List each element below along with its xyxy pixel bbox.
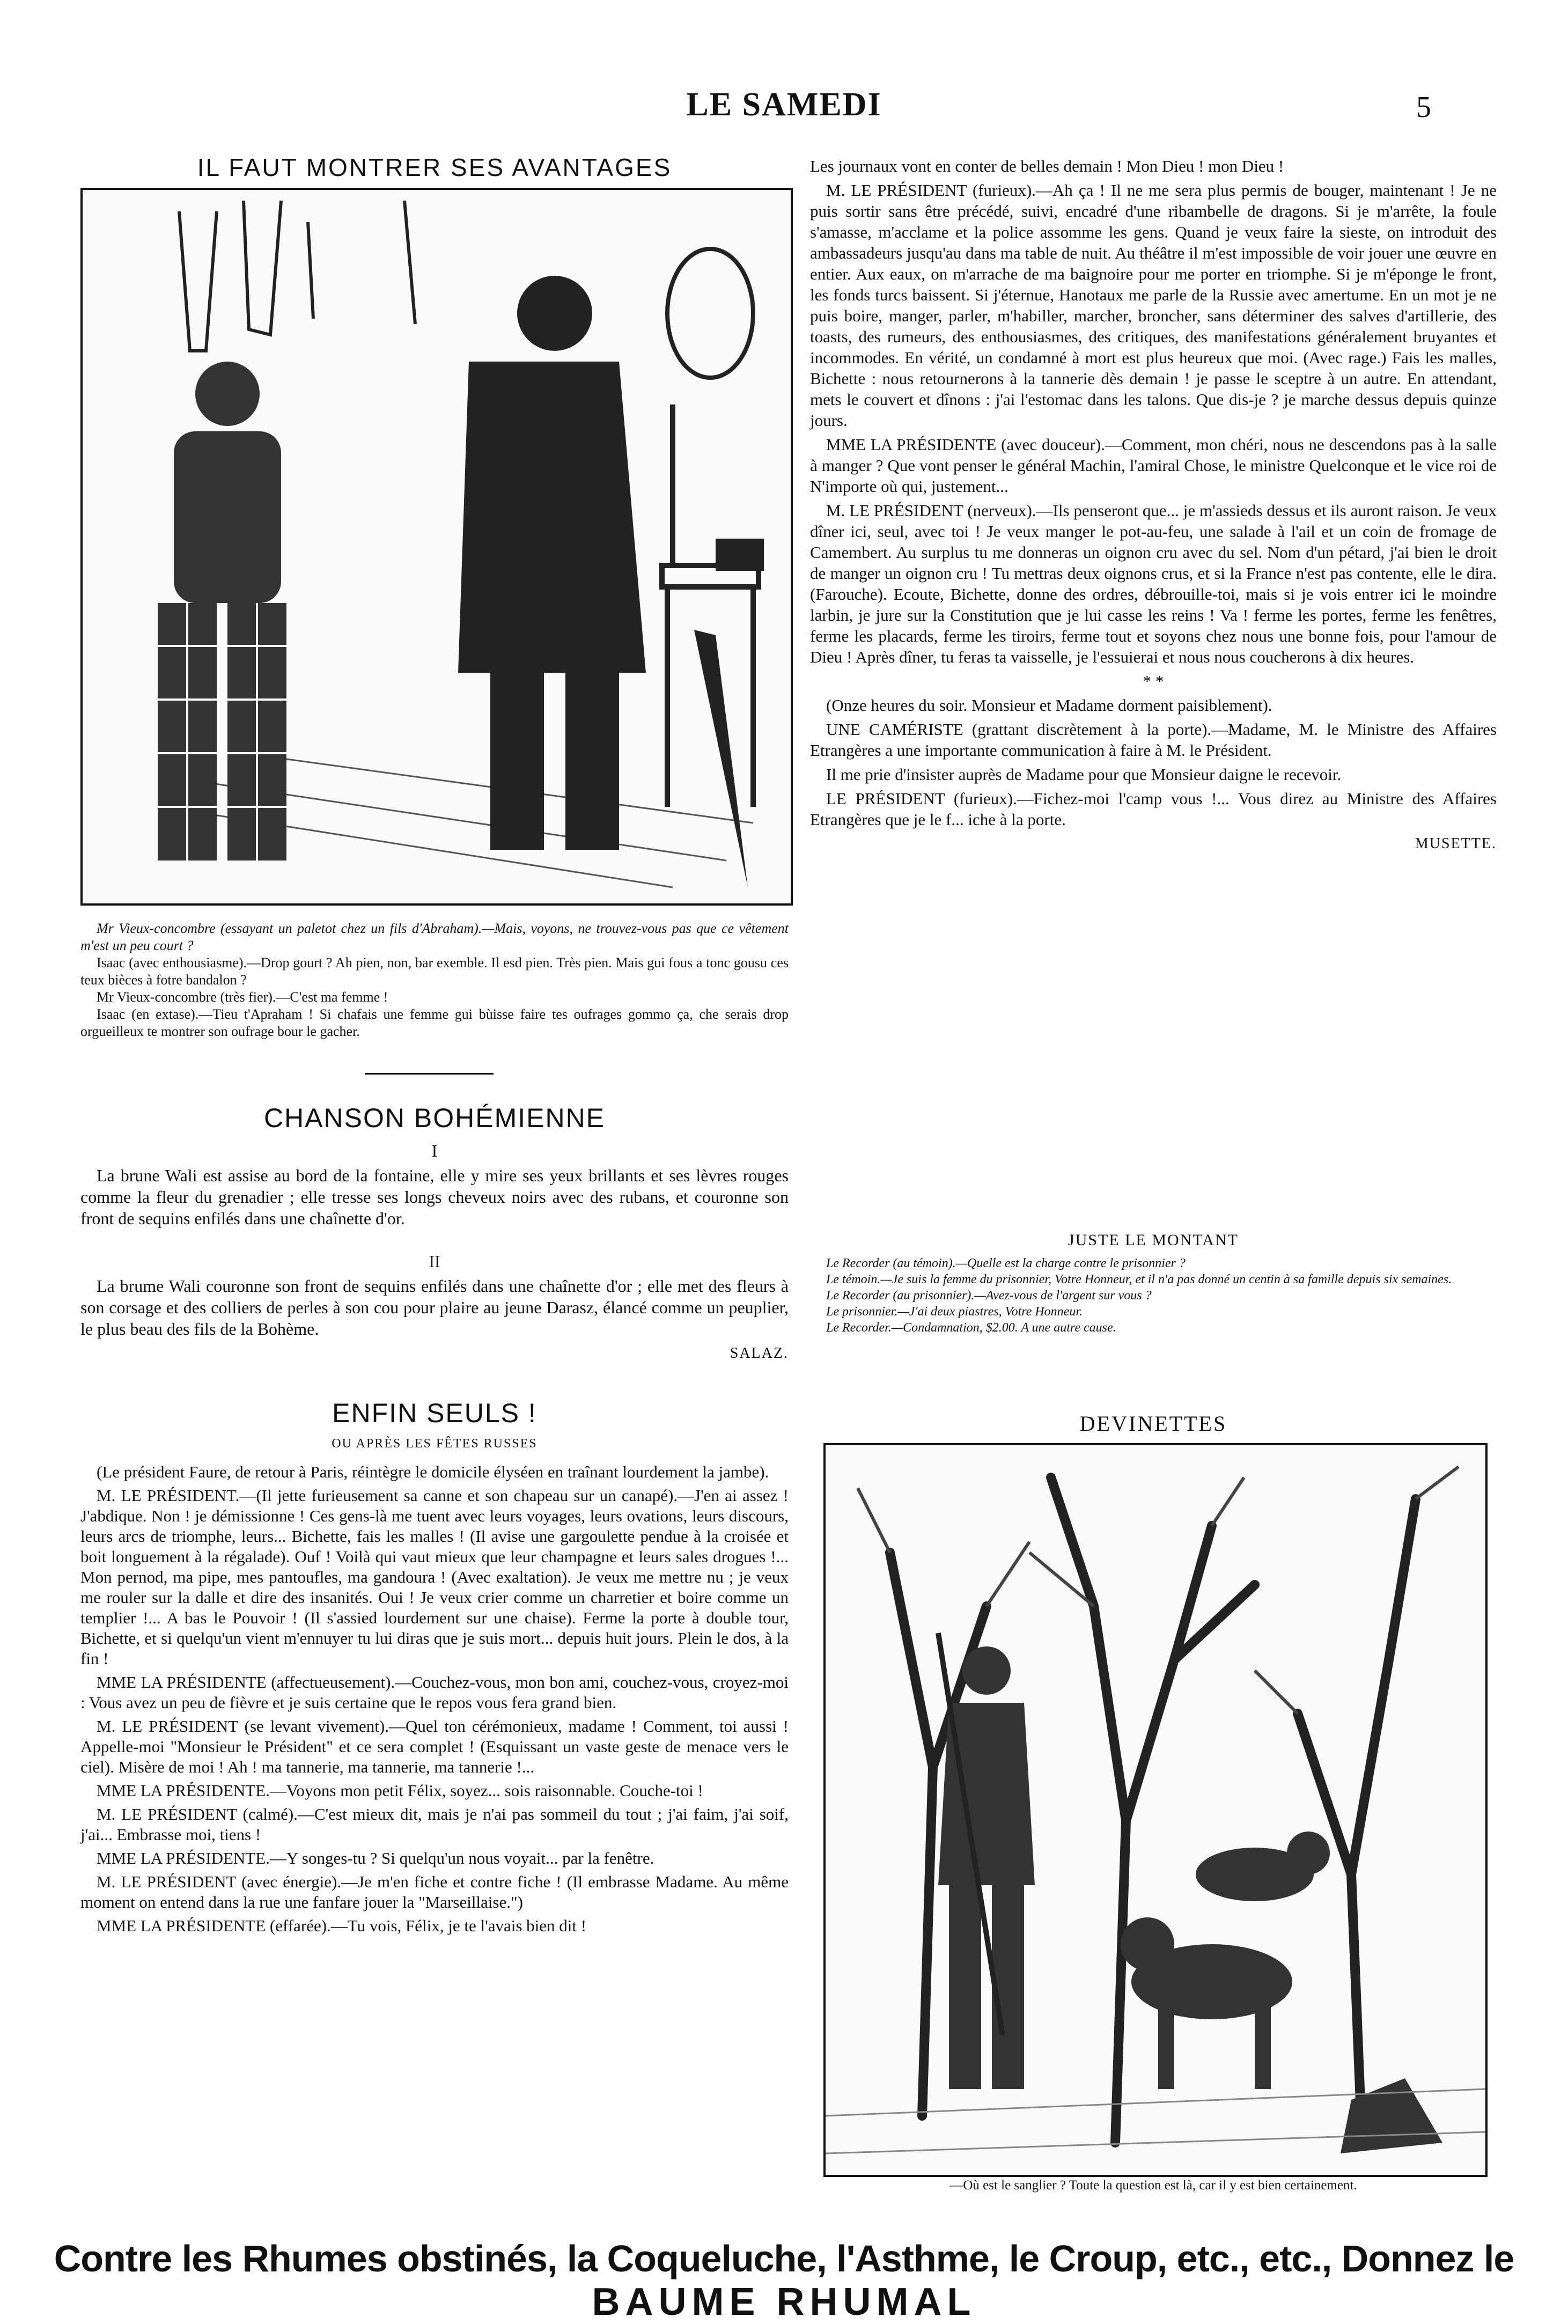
devinettes-illustration xyxy=(823,1443,1488,2177)
enfin-paragraph: MME LA PRÉSIDENTE (affectueusement).—Couchez-vous, mon bon ami, couchez-vous, croyez-moi : Vous avez un peu de fièvre et je suis certaine que le repos vous fera grand bien. xyxy=(80,1673,789,1712)
caption-line: Mr Vieux-concombre (très fier).—C'est ma femme ! xyxy=(97,989,388,1005)
footer-brand: BAUME RHUMAL xyxy=(592,2281,976,2323)
enfin-body xyxy=(80,1462,789,1939)
right-paragraph: UNE CAMÉRISTE (grattant discrètement à la porte).—Madame, M. le Ministre des Affaires Etrangères a une importante communication à faire à M. le Président. xyxy=(810,720,1497,760)
right-paragraph: LE PRÉSIDENT (furieux).—Fichez-moi l'camp vous !... Vous direz au Ministre des Affaires Etrangères que je le f... iche à la porte. xyxy=(810,789,1497,829)
chanson-paragraph: La brune Wali est assise au bord de la fontaine, elle y mire ses yeux brillants et ses lèvres rouges comme la fleur du grenadier ; elle tresse ses longs cheveux noirs avec des rubans, et couronne son front de sequins enfilés dans une chaînette d'or. xyxy=(80,1166,789,1228)
juste-body xyxy=(810,1255,1497,1336)
right-body xyxy=(810,156,1497,854)
footer-text: Contre les Rhumes obstinés, la Coqueluche, l'Asthme, le Croup, etc., etc., Donnez le xyxy=(54,2238,1514,2279)
part-number: I xyxy=(431,1141,438,1160)
caption-line: Isaac (en extase).—Tieu t'Apraham ! Si chafais une femme gui bùisse faire tes oufrages gommo ça, che serais drop orgueilleux te montrer son oufrage bour le gacher. xyxy=(80,1006,789,1039)
chanson-title: CHANSON BOHÉMIENNE xyxy=(263,1103,606,1133)
devinettes-caption: —Où est le sanglier ? Toute la question est là, car il y est bien certainement. xyxy=(949,2178,1357,2193)
right-signature: MUSETTE. xyxy=(1415,835,1497,852)
juste-line: Le témoin.—Je suis la femme du prisonnier, Votre Honneur, et il n'a pas donné un centin à sa famille depuis six semaines. xyxy=(826,1273,1452,1286)
cartoon-drawing xyxy=(83,190,791,903)
enfin-paragraph: (Le président Faure, de retour à Paris, réintègre le domicile élyséen en traînant lourdement la jambe). xyxy=(97,1462,769,1481)
right-paragraph: (Onze heures du soir. Monsieur et Madame dorment paisiblement). xyxy=(826,696,1272,715)
chanson-signature: SALAZ. xyxy=(730,1345,789,1362)
page-number: 5 xyxy=(1416,91,1431,124)
section-stars: * * xyxy=(1143,672,1164,690)
footer-advertisement xyxy=(0,2237,1568,2324)
juste-line: Le Recorder.—Condamnation, $2.00. A une autre cause. xyxy=(826,1321,1116,1335)
devinettes-drawing xyxy=(826,1445,1485,2175)
enfin-paragraph: M. LE PRÉSIDENT (calmé).—C'est mieux dit, mais je n'ai pas sommeil du tout ; j'ai faim, j'ai soif, j'ai... Embrasse moi, tiens ! xyxy=(80,1805,789,1844)
enfin-title: ENFIN SEULS ! xyxy=(332,1398,537,1428)
cartoon-title: IL FAUT MONTRER SES AVANTAGES xyxy=(197,153,672,181)
chanson-paragraph: La brume Wali couronne son front de sequins enfilés dans une chaînette d'or ; elle met des fleurs à son corsage et des colliers de perles à son cou pour plaire au jeune Darasz, élancé comme un peuplier, le plus beau des fils de la Bohème. xyxy=(80,1276,789,1338)
enfin-paragraph: M. LE PRÉSIDENT (se levant vivement).—Quel ton cérémonieux, madame ! Comment, toi aussi ! Appelle-moi "Monsieur le Président" et ce sera complet ! (Esquissant un vaste geste de menace vers le ciel). Misère de moi ! Ah ! ma tannerie, ma tannerie, ma tannerie !... xyxy=(80,1717,789,1776)
masthead-title: LE SAMEDI xyxy=(686,86,882,123)
enfin-paragraph: MME LA PRÉSIDENTE.—Y songes-tu ? Si quelqu'un nous voyait... par la fenêtre. xyxy=(97,1849,654,1867)
right-paragraph: MME LA PRÉSIDENTE (avec douceur).—Comment, mon chéri, nous ne descendons pas à la salle à manger ? Que vont penser le général Machin, l'amiral Chose, le ministre Quelconque et le vice roi de N'importe où qui, justement... xyxy=(810,435,1497,496)
enfin-paragraph: M. LE PRÉSIDENT (avec énergie).—Je m'en fiche et contre fiche ! (Il embrasse Madame. Au même moment on entend dans la rue une fanfare jouer la "Marseillaise.") xyxy=(80,1872,789,1911)
juste-line: Le Recorder (au prisonnier).—Avez-vous de l'argent sur vous ? xyxy=(826,1289,1152,1303)
juste-title: JUSTE LE MONTANT xyxy=(1068,1231,1239,1249)
right-paragraph: M. LE PRÉSIDENT (furieux).—Ah ça ! Il ne me sera plus permis de bouger, maintenant ! Je ne puis sortir sans être précédé, suivi, encadré d'une ribambelle de dragons. Si je m'arrête, la foule s'amasse, m'acclame et la police assomme les gens. Quand je veux faire la sieste, on introduit des ambassadeurs jusqu'au dans ma table de nuit. Au théâtre il m'est impossible de voir jouer une œuvre en entier. Aux eaux, on m'arrache de ma baignoire pour me porter en triomphe. Si je m'éponge le front, les fonds turcs baissent. Si j'éternue, Hanotaux me parle de la Russie avec amertume. En un mot je ne puis boire, manger, parler, m'habiller, marcher, broncher, sans déterminer des salves d'artillerie, des toasts, des rumeurs, des enthousiasmes, des critiques, des manifestations généralement bruyantes et incommodes. En vérité, un condamné à mort est plus heureux que moi. (Avec rage.) Fais les malles, Bichette : nous retournerons à la tannerie dès demain ! je passe le sceptre à un autre. En attendant, mets le couvert et dînons : j'ai l'estomac dans les talons. Que dis-je ? je marche dessus depuis quinze jours. xyxy=(810,181,1497,430)
juste-line: Le Recorder (au témoin).—Quelle est la charge contre le prisonnier ? xyxy=(826,1256,1186,1270)
chanson-body xyxy=(80,1140,789,1364)
enfin-paragraph: M. LE PRÉSIDENT.—(Il jette furieusement sa canne et son chapeau sur un canapé).—J'en ai assez ! J'abdique. Non ! je démissionne ! Ces gens-là me tuent avec leurs voyages, leurs ovations, leurs discours, leurs arcs de triomphe, leurs... Bichette, fais les malles ! (Il avise une gargoulette pendue à la croisée et boit longuement à la régalade). Ouf ! Voilà qui vaut mieux que leur champagne et leurs sales drogues !... Mon pernod, ma pipe, mes pantoufles, ma gandoura ! (Avec exaltation). Je veux me mettre nu ; je veux me rouler sur la dalle et dire des insanités. Oui ! Je veux crier comme un charretier et boire comme un templier !... A bas le Pouvoir ! (Il s'assied lourdement sur une chaise). Ferme la porte à double tour, Bichette, et si quelqu'un vient m'ennuyer tu lui diras que je suis mort... depuis huit jours. Plein le dos, à la fin ! xyxy=(80,1486,789,1668)
enfin-subtitle: OU APRÈS LES FÊTES RUSSES xyxy=(332,1437,538,1451)
cartoon-illustration xyxy=(80,188,793,906)
juste-line: Le prisonnier.—J'ai deux piastres, Votre Honneur. xyxy=(826,1305,1083,1319)
devinettes-title: DEVINETTES xyxy=(1079,1411,1227,1436)
caption-line: Mr Vieux-concombre (essayant un paletot chez un fils d'Abraham).—Mais, voyons, ne trouvez-vous pas que ce vêtement m'est un peu court ? xyxy=(80,921,789,953)
enfin-paragraph: MME LA PRÉSIDENTE (effarée).—Tu vois, Félix, je te l'avais bien dit ! xyxy=(97,1916,587,1935)
cartoon-caption xyxy=(80,920,789,1040)
right-paragraph: Il me prie d'insister auprès de Madame pour que Monsieur daigne le recevoir. xyxy=(826,765,1342,784)
right-paragraph: M. LE PRÉSIDENT (nerveux).—Ils penseront que... je m'assieds dessus et ils auront raison. Je veux dîner ici, seul, avec toi ! Je veux manger le pot-au-feu, une salade à l'ail et un coin de fromage de Camembert. Au surplus tu me donneras un oignon cru avec du sel. Nom d'un pétard, j'ai bien le droit de manger un oignon cru ! Tu mettras deux oignons crus, et si la France n'est pas contente, elle le dira. (Farouche). Ecoute, Bichette, donne des ordres, débrouille-toi, mais si je vois entrer ici le moindre larbin, je jure sur la Constitution que je lui casse les reins ! Va ! ferme les portes, ferme les fenêtres, ferme les placards, ferme les tiroirs, ferme tout et soyons chez nous une bonne fois, pour l'amour de Dieu ! Après dîner, tu feras ta vaisselle, je l'essuierai et nous nous coucherons à dix heures. xyxy=(810,501,1497,666)
enfin-paragraph: MME LA PRÉSIDENTE.—Voyons mon petit Félix, soyez... sois raisonnable. Couche-toi ! xyxy=(97,1781,703,1800)
caption-line: Isaac (avec enthousiasme).—Drop gourt ? Ah pien, non, bar exemble. Il esd pien. Très pien. Mais gui fous a tonc gousu ces teux bièces à fotre bandalon ? xyxy=(80,955,789,988)
part-number: II xyxy=(429,1252,440,1271)
section-divider xyxy=(365,1073,494,1075)
right-paragraph: Les journaux vont en conter de belles demain ! Mon Dieu ! mon Dieu ! xyxy=(810,157,1284,175)
